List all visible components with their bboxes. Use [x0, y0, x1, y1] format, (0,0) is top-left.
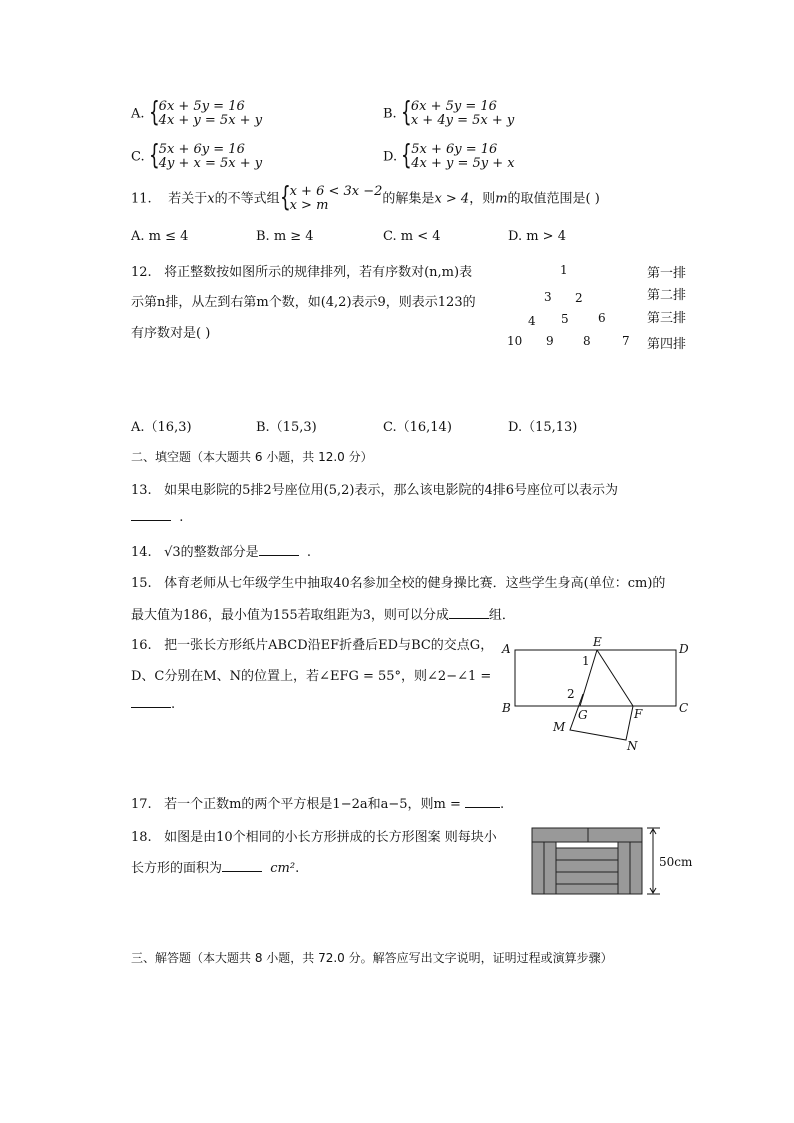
tri-number: 7: [622, 334, 630, 348]
answer-blank[interactable]: [131, 510, 171, 521]
q11-option-b: B. m ≥ 4: [256, 229, 314, 244]
label-e: E: [593, 636, 602, 649]
q13-text: 13. 如果电影院的5排2号座位用(5,2)表示，那么该电影院的4排6号座位可以表示为: [131, 483, 618, 498]
label-n: N: [627, 739, 638, 753]
tile-top-left: [532, 828, 588, 842]
tile-middle-3: [556, 872, 618, 884]
question-number: 17.: [131, 797, 152, 812]
tile-right-1: [618, 842, 630, 894]
row-label: 第四排: [647, 337, 687, 352]
q10-option-a: [131, 95, 263, 128]
option-letter: D.: [383, 149, 398, 165]
tile-right-2: [630, 842, 642, 894]
option-letter: B.: [383, 106, 397, 122]
tri-number: 4: [528, 314, 536, 328]
tile-left-1: [532, 842, 544, 894]
row-label: 第一排: [647, 266, 687, 281]
q12-option-a: A.（16,3): [131, 420, 192, 435]
q11-option-d: D. m > 4: [508, 229, 566, 244]
tri-number: 1: [560, 263, 568, 277]
q16-line1: 16. 把一张长方形纸片ABCD沿EF折叠后ED与BC的交点G，: [131, 638, 494, 653]
row-label: 第三排: [647, 311, 687, 326]
question-number: 11.: [131, 191, 152, 207]
dimension-label: 50cm: [659, 855, 693, 869]
question-number: 14.: [131, 545, 152, 560]
label-angle-2: 2: [567, 687, 575, 701]
q10-option-b: [383, 95, 515, 128]
answer-blank[interactable]: [259, 545, 299, 556]
q10-option-c: [131, 138, 263, 171]
q11-stem: 11. 若关于x的不等式组 { x + 6 < 3x −2 x > m 的解集是x > 4，则m的取值范围是( ): [131, 180, 600, 213]
q11-option-c: C. m < 4: [383, 229, 441, 244]
tri-number: 3: [544, 290, 552, 304]
folded-rectangle-figure: [500, 636, 700, 756]
q15-line1: 15. 体育老师从七年级学生中抽取40名参加全校的健身操比赛．这些学生身高(单位：cm)的: [131, 576, 666, 591]
question-number: 15.: [131, 576, 152, 591]
tile-top-right: [588, 828, 642, 842]
equation-system: { 5x + 6y = 16 4x + y = 5y + x: [401, 138, 515, 171]
section-3-heading: 三、解答题（本大题共 8 小题，共 72.0 分。解答应写出文字说明，证明过程或演算步骤）: [131, 951, 613, 965]
q12-line2: 示第n排，从左到右第m个数，如(4,2)表示9，则表示123的: [131, 295, 476, 310]
q17-text: 17. 若一个正数m的两个平方根是1−2a和a−5，则m = .: [131, 797, 505, 812]
answer-blank[interactable]: [465, 797, 500, 808]
equation-system: { 6x + 5y = 16 x + 4y = 5x + y: [400, 95, 515, 128]
tri-number: 8: [583, 334, 591, 348]
tile-left-2: [544, 842, 556, 894]
option-letter: A.: [131, 106, 145, 122]
tile-middle-1: [556, 848, 618, 860]
q18-line2: 长方形的面积为 cm².: [131, 861, 300, 876]
option-letter: C.: [131, 149, 145, 165]
answer-blank[interactable]: [449, 608, 489, 619]
q18-line1: 18. 如图是由10个相同的小长方形拼成的长方形图案 则每块小: [131, 830, 497, 845]
rectangle-abcd: [515, 650, 676, 706]
inequality-system: { x + 6 < 3x −2 x > m: [279, 180, 383, 213]
q11-option-a: A. m ≤ 4: [131, 229, 189, 244]
equation-system: { 5x + 6y = 16 4y + x = 5x + y: [148, 138, 263, 171]
question-number: 13.: [131, 483, 152, 498]
label-g: G: [578, 708, 588, 722]
q10-option-d: [383, 138, 515, 171]
label-a: A: [502, 642, 511, 656]
label-m: M: [553, 720, 566, 734]
label-b: B: [502, 701, 511, 715]
equation-system: { 6x + 5y = 16 4x + y = 5x + y: [148, 95, 263, 128]
q12-option-c: C.（16,14): [383, 420, 452, 435]
label-angle-1: 1: [582, 654, 590, 668]
question-number: 16.: [131, 638, 152, 653]
tri-number: 9: [546, 334, 554, 348]
tri-number: 2: [575, 291, 583, 305]
tri-number: 6: [598, 311, 606, 325]
tri-number: 10: [507, 334, 523, 348]
q12-option-d: D.（15,13): [508, 420, 578, 435]
tile-middle-2: [556, 860, 618, 872]
label-c: C: [679, 701, 689, 715]
row-label: 第二排: [647, 288, 687, 303]
question-number: 12.: [131, 265, 152, 280]
tri-number: 5: [561, 312, 569, 326]
q12-line3: 有序数对是( ): [131, 326, 211, 341]
q14-text: 14. √3的整数部分是 .: [131, 545, 312, 560]
label-d: D: [679, 642, 689, 656]
q12-option-b: B.（15,3): [256, 420, 317, 435]
q15-line2: 最大值为186，最小值为155若取组距为3，则可以分成 组．: [131, 608, 515, 623]
question-number: 18.: [131, 830, 152, 845]
section-2-heading: 二、填空题（本大题共 6 小题，共 12.0 分）: [131, 450, 373, 464]
q16-line2: D、C分别在M、N的位置上，若∠EFG = 55°，则∠2−∠1 =: [131, 669, 492, 684]
label-f: F: [634, 707, 643, 721]
rectangle-tiling-figure: [530, 826, 700, 900]
q13-answer-line: .: [131, 510, 183, 525]
q12-line1: 12. 将正整数按如图所示的规律排列，若有序数对(n,m)表: [131, 265, 473, 280]
tile-middle-4: [556, 884, 618, 894]
answer-blank[interactable]: [131, 697, 171, 708]
q16-answer-line: .: [131, 697, 175, 712]
answer-blank[interactable]: [222, 861, 262, 872]
